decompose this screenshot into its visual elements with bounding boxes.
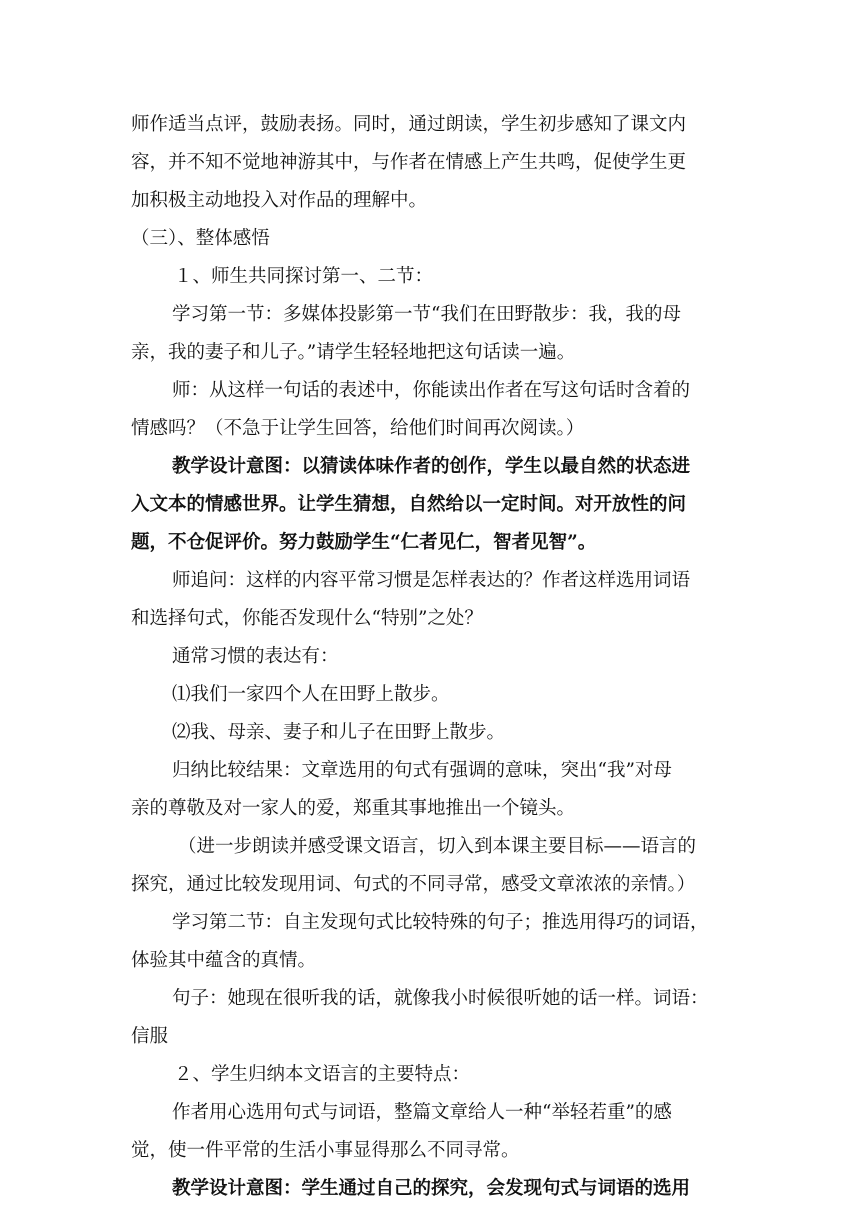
text-line: 作者用心选用句式与词语，整篇文章给人一种“举轻若重”的感: [172, 1102, 672, 1123]
subsection-heading: ２、学生归纳本文语言的主要特点：: [174, 1064, 471, 1085]
text-line: 师：从这样一句话的表述中，你能读出作者在写这句话时含着的: [172, 380, 691, 401]
text-line: 亲的尊敬及对一家人的爱，郑重其事地推出一个镜头。: [131, 798, 576, 819]
text-line: 师追问：这样的内容平常习惯是怎样表达的？作者这样选用词语: [172, 570, 691, 591]
text-line: 体验其中蕴含的真情。: [131, 950, 317, 971]
text-line: 觉，使一件平常的生活小事显得那么不同寻常。: [131, 1140, 520, 1161]
text-line: 亲，我的妻子和儿子。”请学生轻轻地把这句话读一遍。: [131, 342, 576, 363]
text-line: 探究，通过比较发现用词、句式的不同寻常，感受文章浓浓的亲情。）: [131, 874, 696, 895]
subsection-heading: １、师生共同探讨第一、二节：: [174, 266, 434, 287]
text-line: 学习第二节：自主发现句式比较特殊的句子；推选用得巧的词语，: [172, 912, 709, 933]
list-item: ⑵我、母亲、妻子和儿子在田野上散步。: [172, 722, 506, 743]
section-heading: （三）、整体感悟: [131, 228, 270, 249]
text-line: 和选择句式，你能否发现什么“特别”之处？: [131, 608, 483, 629]
text-line: 归纳比较结果：文章选用的句式有强调的意味，突出“我”对母: [172, 760, 672, 781]
design-intent-line: 教学设计意图：以猜读体味作者的创作，学生以最自然的状态进: [172, 456, 691, 477]
design-intent-line: 教学设计意图：学生通过自己的探究，会发现句式与词语的选用: [172, 1178, 691, 1199]
text-line: （进一步朗读并感受课文语言，切入到本课主要目标——语言的: [178, 836, 697, 857]
design-intent-line: 入文本的情感世界。让学生猜想，自然给以一定时间。对开放性的问: [131, 494, 687, 515]
text-line: 信服: [131, 1026, 169, 1047]
text-line: 通常习惯的表达有：: [172, 646, 339, 667]
text-line: 句子：她现在很听我的话，就像我小时候很听她的话一样。词语：: [172, 988, 709, 1009]
text-line: 学习第一节：多媒体投影第一节“我们在田野散步：我，我的母: [172, 304, 681, 325]
design-intent-line: 题，不仓促评价。努力鼓励学生“仁者见仁，智者见智”。: [131, 532, 597, 553]
text-line: 情感吗？（不急于让学生回答，给他们时间再次阅读。）: [131, 418, 585, 439]
list-item: ⑴我们一家四个人在田野上散步。: [172, 684, 450, 705]
text-line: 师作适当点评，鼓励表扬。同时，通过朗读，学生初步感知了课文内: [131, 114, 687, 135]
text-line: 容，并不知不觉地神游其中，与作者在情感上产生共鸣，促使学生更: [131, 152, 687, 173]
text-line: 加积极主动地投入对作品的理解中。: [131, 190, 428, 211]
